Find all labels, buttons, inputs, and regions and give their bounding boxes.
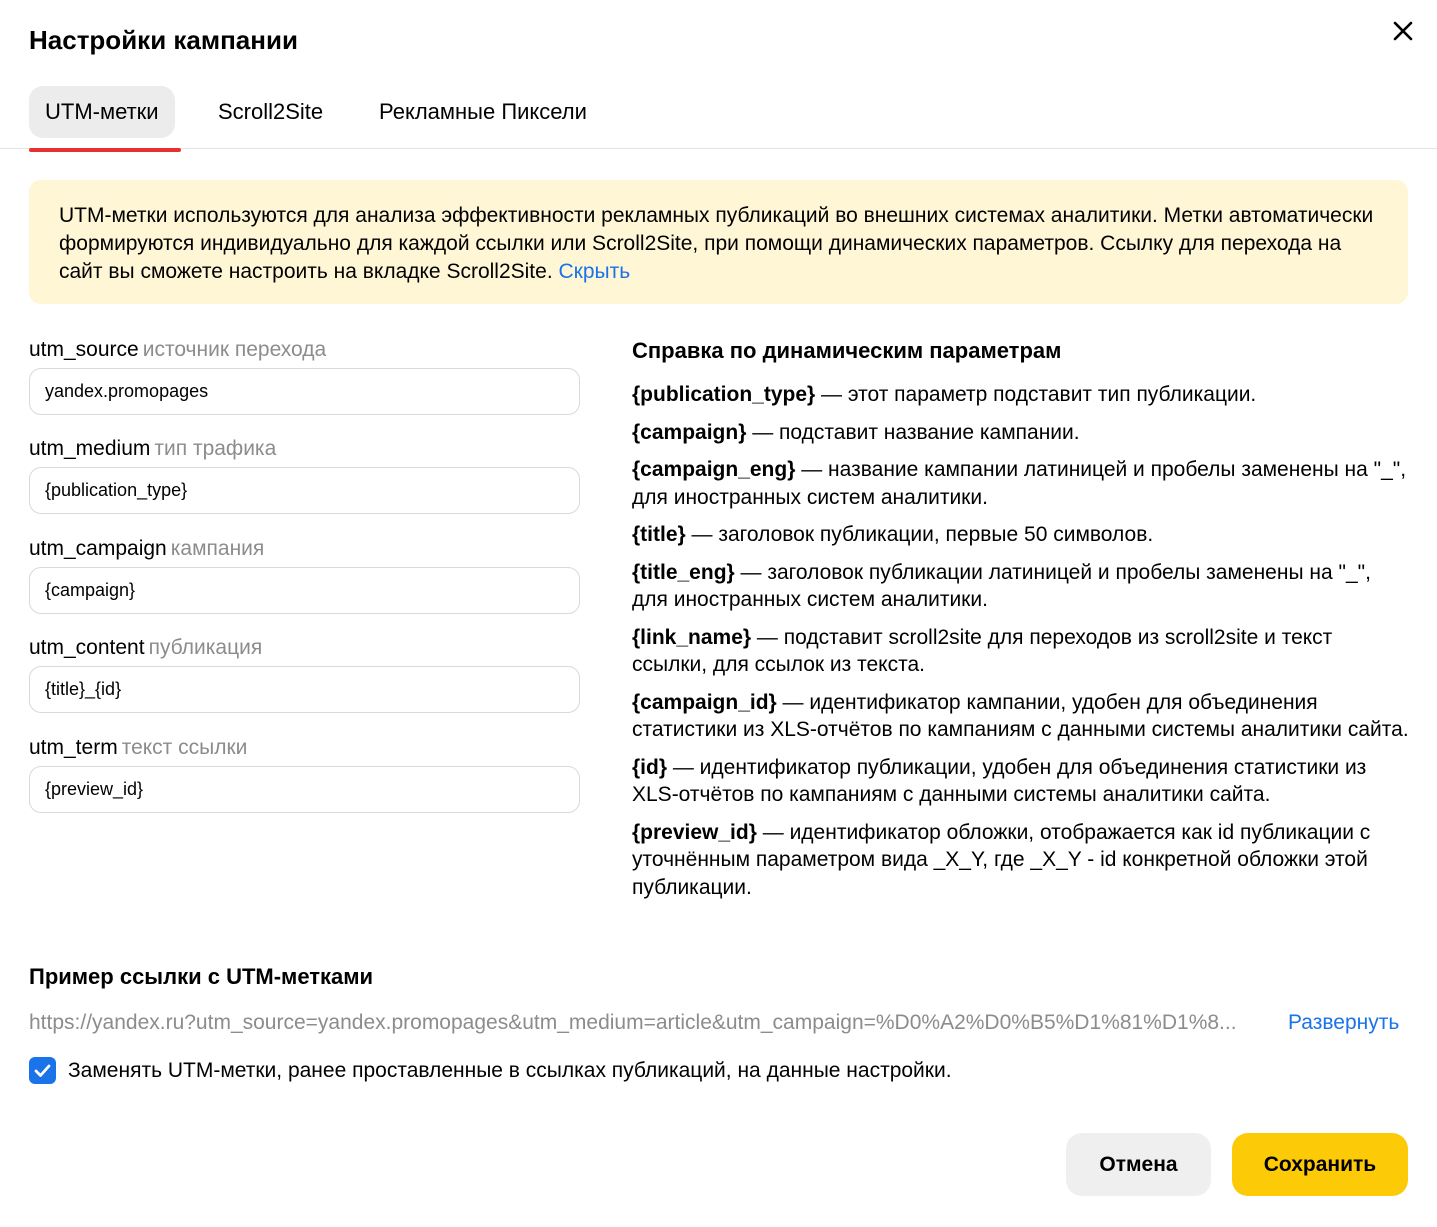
help-param: {campaign_id} bbox=[632, 690, 777, 714]
help-param: {publication_type} bbox=[632, 383, 816, 406]
utm-term-input[interactable] bbox=[29, 766, 580, 813]
close-icon[interactable] bbox=[1388, 16, 1418, 46]
help-param: {title} bbox=[632, 523, 686, 546]
field-hint: текст ссылки bbox=[121, 736, 248, 759]
checkmark-icon bbox=[29, 1057, 56, 1084]
help-item bbox=[632, 819, 1412, 902]
help-item bbox=[632, 624, 1412, 679]
help-desc: — заголовок публикации латиницей и пробелы заменены на "_", для иностранных систем аналитики. bbox=[632, 560, 1371, 611]
modal-title: Настройки кампании bbox=[29, 25, 298, 55]
expand-link[interactable]: Развернуть bbox=[1288, 1011, 1400, 1034]
field-name: utm_campaign bbox=[29, 537, 167, 560]
help-desc: — название кампании латиницей и пробелы заменены на "_", для иностранных систем аналитики. bbox=[632, 458, 1407, 509]
field-hint: источник перехода bbox=[142, 338, 327, 361]
help-desc: — этот параметр подставит тип публикации. bbox=[815, 383, 1257, 406]
help-item bbox=[632, 689, 1412, 744]
field-name: utm_source bbox=[29, 338, 139, 361]
field-utm-medium bbox=[29, 435, 580, 463]
help-desc: — идентификатор кампании, удобен для объединения статистики из XLS-отчётов по кампаниям с данными системы аналитики сайта. bbox=[632, 690, 1409, 741]
field-utm-content bbox=[29, 634, 580, 662]
field-utm-campaign bbox=[29, 535, 580, 563]
help-desc: — подставит название кампании. bbox=[746, 420, 1080, 444]
field-name: utm_medium bbox=[29, 437, 151, 460]
active-tab-indicator bbox=[29, 148, 181, 152]
utm-source-input[interactable] bbox=[29, 368, 580, 415]
help-item bbox=[632, 456, 1412, 511]
help-param: {campaign_eng} bbox=[632, 458, 796, 481]
tab-scroll2site[interactable]: Scroll2Site bbox=[218, 99, 324, 124]
help-item bbox=[632, 419, 1412, 447]
help-title: Справка по динамическим параметрам bbox=[632, 338, 1062, 363]
info-notice bbox=[29, 180, 1408, 304]
replace-utm-checkbox[interactable] bbox=[29, 1057, 56, 1084]
help-item bbox=[632, 754, 1412, 809]
example-url: https://yandex.ru?utm_source=yandex.promopages&utm_medium=article&utm_campaign=%D0%A2%D0%B5%D1%81%D1%8... bbox=[29, 1011, 1237, 1034]
field-name: utm_content bbox=[29, 636, 145, 659]
field-utm-term bbox=[29, 734, 580, 762]
field-hint: публикация bbox=[148, 636, 263, 659]
save-button[interactable]: Сохранить bbox=[1232, 1133, 1408, 1196]
help-param: {id} bbox=[632, 755, 668, 779]
field-hint: тип трафика bbox=[154, 437, 277, 460]
utm-campaign-input[interactable] bbox=[29, 567, 580, 614]
help-desc: — подставит scroll2site для переходов из scroll2site и текст ссылки, для ссылок из текста. bbox=[632, 625, 1333, 676]
help-desc: — заголовок публикации, первые 50 символов. bbox=[685, 523, 1154, 546]
help-desc: — идентификатор обложки, отображается как id публикации с уточнённым параметром вида _X_Y, где _X_Y - id конкретной обложки этой публикации. bbox=[632, 820, 1371, 899]
cancel-button[interactable]: Отмена bbox=[1066, 1133, 1211, 1196]
example-title: Пример ссылки с UTM-метками bbox=[29, 964, 374, 989]
help-item bbox=[632, 521, 1412, 549]
tabs-divider bbox=[0, 148, 1437, 149]
tabs bbox=[29, 86, 1437, 148]
help-param: {campaign} bbox=[632, 420, 747, 444]
help-param: {link_name} bbox=[632, 625, 752, 649]
help-item bbox=[632, 559, 1412, 614]
tab-utm[interactable]: UTM-метки bbox=[29, 86, 175, 138]
tab-ad-pixels[interactable]: Рекламные Пиксели bbox=[379, 99, 587, 124]
hide-notice-link[interactable]: Скрыть bbox=[558, 260, 631, 283]
help-desc: — идентификатор публикации, удобен для объединения статистики из XLS-отчётов по кампаниям с данными системы аналитики сайта. bbox=[632, 755, 1367, 806]
utm-medium-input[interactable] bbox=[29, 467, 580, 514]
help-item bbox=[632, 381, 1412, 409]
field-utm-source bbox=[29, 336, 580, 364]
dynamic-params-help bbox=[632, 336, 1412, 911]
field-hint: кампания bbox=[170, 537, 265, 560]
replace-utm-label[interactable]: Заменять UTM-метки, ранее проставленные в ссылках публикаций, на данные настройки. bbox=[68, 1059, 952, 1082]
help-param: {preview_id} bbox=[632, 820, 757, 844]
help-param: {title_eng} bbox=[632, 560, 735, 584]
notice-text: UTM-метки используются для анализа эффективности рекламных публикаций во внешних системах аналитики. Метки автоматически формируются индивидуально для каждой ссылки или Scroll2Site, при помощи динамических параметров. Ссылку для перехода на сайт вы сможете настроить на вкладке Scroll2Site. bbox=[59, 204, 1374, 283]
utm-content-input[interactable] bbox=[29, 666, 580, 713]
field-name: utm_term bbox=[29, 736, 118, 759]
